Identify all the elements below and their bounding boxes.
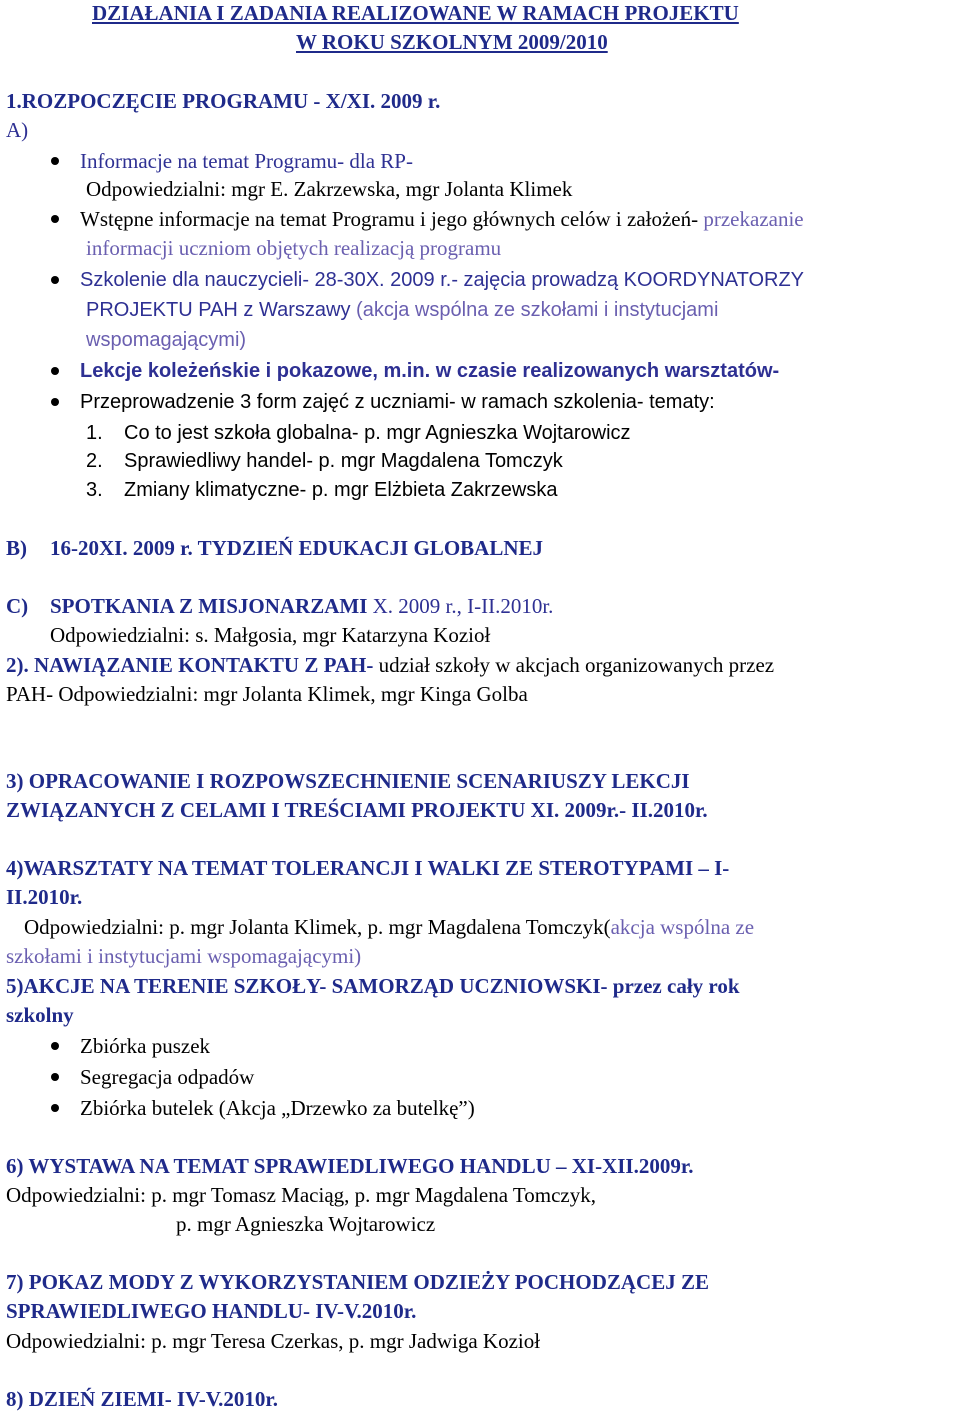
- section7-line2: SPRAWIEDLIWEGO HANDLU- IV-V.2010r.: [6, 1299, 417, 1323]
- section3-line1: 3) OPRACOWANIE I ROZPOWSZECHNIENIE SCENARIUSZY LEKCJI: [6, 769, 690, 793]
- bullet-info-program: Informacje na temat Programu- dla RP-: [80, 149, 413, 173]
- section3-line2: ZWIĄZANYCH Z CELAMI I TREŚCIAMI PROJEKTU XI. 2009r.- II.2010r.: [6, 798, 708, 822]
- bullet-initial-info-cont: informacji uczniom objętych realizacją programu: [86, 236, 502, 260]
- section4-responsible: Odpowiedzialni: p. mgr Jolanta Klimek, p. mgr Magdalena Tomczyk(akcja wspólna ze: [24, 915, 755, 939]
- bullet-teacher-training-cont2: wspomagającymi): [86, 329, 247, 351]
- section1-b-line: 16-20XI. 2009 r. TYDZIEŃ EDUKACJI GLOBALNEJ: [50, 536, 544, 560]
- section7-line1: 7) POKAZ MODY Z WYKORZYSTANIEM ODZIEŻY POCHODZĄCEJ ZE: [6, 1270, 709, 1294]
- bullet-lessons: Lekcje koleżeńskie i pokazowe, m.in. w czasie realizowanych warsztatów-: [80, 360, 780, 382]
- title-line1: DZIAŁANIA I ZADANIA REALIZOWANE W RAMACH PROJEKTU: [92, 1, 739, 25]
- section6-responsible: Odpowiedzialni: p. mgr Tomasz Maciąg, p. mgr Magdalena Tomczyk,: [6, 1183, 596, 1207]
- section2-line1: 2). NAWIĄZANIE KONTAKTU Z PAH- udział szkoły w akcjach organizowanych przez: [6, 653, 775, 677]
- topic-number-2: 2.: [86, 450, 103, 472]
- topic-3: Zmiany klimatyczne- p. mgr Elżbieta Zakrzewska: [124, 479, 558, 501]
- section7-responsible: Odpowiedzialni: p. mgr Teresa Czerkas, p. mgr Jadwiga Kozioł: [6, 1329, 541, 1353]
- section1-a-label: A): [6, 118, 29, 142]
- bullet-icon: [51, 1042, 59, 1050]
- section4-line1: 4)WARSZTATY NA TEMAT TOLERANCJI I WALKI ZE STEROTYPAMI – I-: [6, 856, 730, 880]
- topic-1: Co to jest szkoła globalna- p. mgr Agnieszka Wojtarowicz: [124, 422, 631, 444]
- section1-c-line: SPOTKANIA Z MISJONARZAMI X. 2009 r., I-II.2010r.: [50, 594, 554, 618]
- bullet-icon: [51, 276, 59, 284]
- action-item-3: Zbiórka butelek (Akcja „Drzewko za butelkę”): [80, 1096, 475, 1120]
- section1-c-responsible: Odpowiedzialni: s. Małgosia, mgr Katarzyna Kozioł: [50, 623, 491, 647]
- section8-title: 8) DZIEŃ ZIEMI- IV-V.2010r.: [6, 1387, 279, 1411]
- section1-heading: 1.ROZPOCZĘCIE PROGRAMU - X/XI. 2009 r.: [6, 89, 441, 113]
- bullet-icon: [51, 1073, 59, 1081]
- bullet-teacher-training: Szkolenie dla nauczycieli- 28-30X. 2009 r.- zajęcia prowadzą KOORDYNATORZY: [80, 269, 805, 291]
- bullet-icon: [51, 367, 59, 375]
- topic-2: Sprawiedliwy handel- p. mgr Magdalena Tomczyk: [124, 450, 563, 472]
- section1-c-label: C): [6, 594, 29, 618]
- section1-b-label: B): [6, 536, 27, 560]
- bullet-icon: [51, 215, 59, 223]
- bullet-icon: [51, 1104, 59, 1112]
- action-item-2: Segregacja odpadów: [80, 1065, 255, 1089]
- section6-title: 6) WYSTAWA NA TEMAT SPRAWIEDLIWEGO HANDLU – XI-XII.2009r.: [6, 1154, 694, 1178]
- topic-number-1: 1.: [86, 422, 103, 444]
- section4-responsible-cont: szkołami i instytucjami wspomagającymi): [6, 944, 362, 968]
- action-item-1: Zbiórka puszek: [80, 1034, 211, 1058]
- bullet-teacher-training-cont: PROJEKTU PAH z Warszawy (akcja wspólna ze szkołami i instytucjami: [86, 299, 719, 321]
- bullet-icon: [51, 157, 59, 165]
- topic-number-3: 3.: [86, 479, 103, 501]
- section5-title-cont: szkolny: [6, 1003, 74, 1027]
- section2-line2: PAH- Odpowiedzialni: mgr Jolanta Klimek, mgr Kinga Golba: [6, 682, 528, 706]
- section6-responsible-cont: p. mgr Agnieszka Wojtarowicz: [176, 1212, 436, 1236]
- title-line2: W ROKU SZKOLNYM 2009/2010: [296, 30, 608, 54]
- section4-line2: II.2010r.: [6, 885, 83, 909]
- bullet-info-program-responsible: Odpowiedzialni: mgr E. Zakrzewska, mgr Jolanta Klimek: [86, 177, 573, 201]
- bullet-icon: [51, 398, 59, 406]
- bullet-three-forms: Przeprowadzenie 3 form zajęć z uczniami- w ramach szkolenia- tematy:: [80, 391, 715, 413]
- section5-title: 5)AKCJE NA TERENIE SZKOŁY- SAMORZĄD UCZNIOWSKI- przez cały rok: [6, 974, 740, 998]
- bullet-initial-info: Wstępne informacje na temat Programu i jego głównych celów i założeń- przekazanie: [80, 207, 804, 231]
